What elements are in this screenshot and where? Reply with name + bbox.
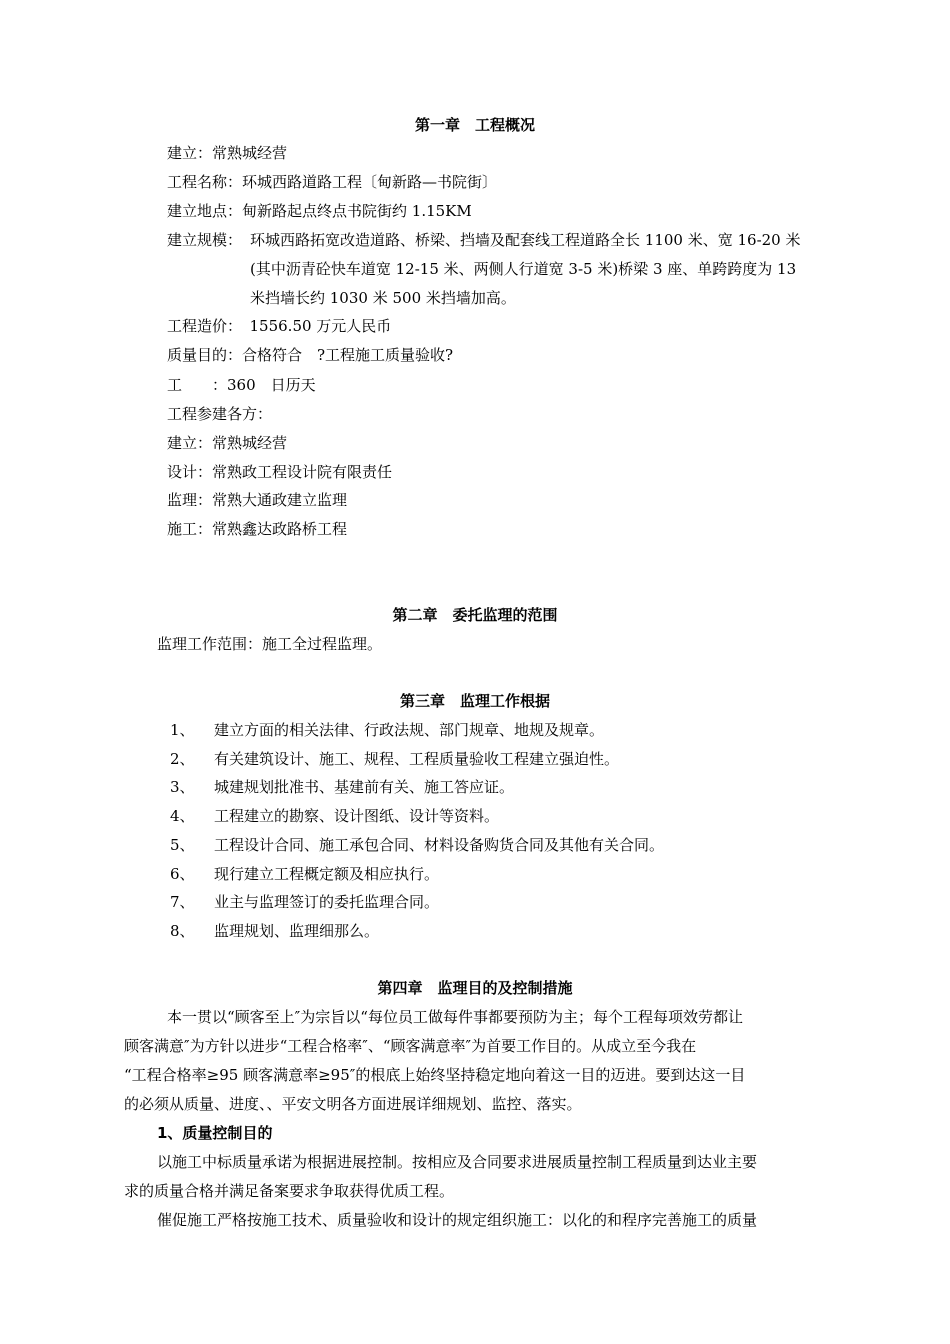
parties-heading: 工程参建各方：: [167, 405, 273, 423]
list-item: [170, 720, 604, 740]
list-item-text: 工程建立的勘察、设计图纸、设计等资料。: [214, 807, 500, 825]
list-item-number: 6、: [170, 865, 195, 883]
list-item: [170, 835, 664, 855]
list-item: [170, 806, 499, 826]
scale-text-line: 米挡墙长约 1030 米 500 米挡墙加高。: [250, 289, 516, 307]
project-name-line: 工程名称：环城西路道路工程〔甸新路—书院街〕: [167, 173, 498, 191]
list-item-number: 4、: [170, 807, 195, 825]
scale-text-line: 环城西路拓宽改造道路、桥梁、挡墙及配套线工程道路全长 1100 米、宽 16-20 米: [250, 231, 801, 249]
list-item-text: 监理规划、监理细那么。: [214, 922, 380, 940]
paragraph-line: 求的质量合格并满足备案要求争取获得优质工程。: [124, 1182, 455, 1200]
list-item-number: 3、: [170, 778, 195, 796]
intro-line: 顾客满意″为方针以进步“工程合格率″、“顾客满意率″为首要工作目的。从成立至今我在: [124, 1037, 697, 1055]
list-item-text: 城建规划批准书、基建前有关、施工答应证。: [214, 778, 515, 796]
list-item-number: 2、: [170, 750, 195, 768]
intro-line: 本一贯以“顾客至上″为宗旨以“每位员工做每件事都要预防为主；每个工程每项效劳都让: [167, 1008, 743, 1026]
list-item-text: 业主与监理签订的委托监理合同。: [214, 893, 440, 911]
party-build: 施工：常熟鑫达政路桥工程: [167, 520, 348, 538]
construct-line: 建立：常熟城经营: [167, 144, 288, 162]
list-item-text: 现行建立工程概定额及相应执行。: [214, 865, 440, 883]
intro-line: 的必须从质量、进度、、平安文明各方面进展详细规划、监控、落实。: [124, 1095, 582, 1113]
intro-line: “工程合格率≥95 顾客满意率≥95″的根底上始终坚持稳定地向着这一目的迈进。要到达这一目: [124, 1066, 746, 1084]
scope-line: 监理工作范围：施工全过程监理。: [157, 635, 383, 653]
scale-label: 建立规模：: [167, 231, 243, 249]
list-item: [170, 749, 619, 769]
location-line: 建立地点：甸新路起点终点书院街约 1.15KM: [167, 202, 472, 220]
list-item-number: 5、: [170, 836, 195, 854]
cost-line: 工程造价： 1556.50 万元人民币: [167, 317, 392, 335]
party-design: 设计：常熟政工程设计院有限责任: [167, 463, 393, 481]
list-item: [170, 921, 379, 941]
list-item: [170, 777, 514, 797]
list-item: [170, 892, 439, 912]
quality-line: 质量目的：合格符合 ?工程施工质量验收?: [167, 346, 454, 364]
list-item-text: 建立方面的相关法律、行政法规、部门规章、地规及规章。: [214, 721, 605, 739]
list-item-number: 1、: [170, 721, 195, 739]
scale-text-line: (其中沥青砼快车道宽 12-15 米、两侧人行道宽 3-5 米)桥梁 3 座、单跨跨度为 13: [250, 260, 797, 278]
party-supervise: 监理：常熟大通政建立监理: [167, 491, 348, 509]
party-construct: 建立：常熟城经营: [167, 434, 288, 452]
chapter-2-title: 第二章 委托监理的范围: [392, 606, 558, 624]
list-item-number: 8、: [170, 922, 195, 940]
list-item-text: 工程设计合同、施工承包合同、材料设备购货合同及其他有关合同。: [214, 836, 665, 854]
list-item-text: 有关建筑设计、施工、规程、工程质量验收工程建立强迫性。: [214, 750, 620, 768]
paragraph-line: 催促施工严格按施工技术、质量验收和设计的规定组织施工：以化的和程序完善施工的质量: [157, 1211, 758, 1229]
period-line: 工 ：360 日历天: [167, 376, 316, 394]
chapter-3-title: 第三章 监理工作根据: [399, 692, 550, 710]
chapter-1-title: 第一章 工程概况: [414, 116, 535, 134]
list-item-number: 7、: [170, 893, 195, 911]
chapter-4-title: 第四章 监理目的及控制措施: [377, 979, 573, 997]
paragraph-line: 以施工中标质量承诺为根据进展控制。按相应及合同要求进展质量控制工程质量到达业主要: [157, 1153, 758, 1171]
list-item: [170, 864, 439, 884]
subsection-heading: 1、质量控制目的: [157, 1124, 273, 1142]
